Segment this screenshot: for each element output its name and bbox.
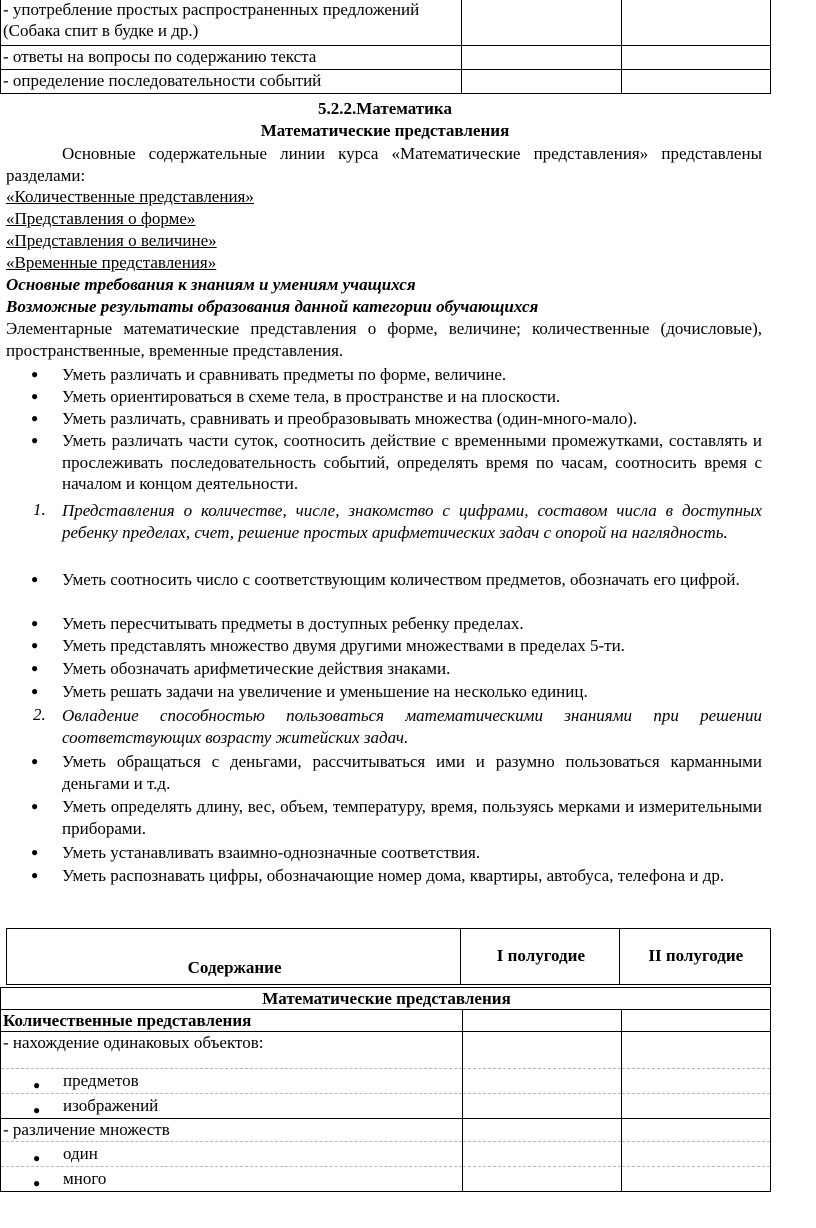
section-link: «Представления о величине» xyxy=(6,231,217,250)
table-cell xyxy=(1,1032,463,1119)
list-item: Уметь различать, сравнивать и преобразовывать множества (один-много-мало). xyxy=(62,409,638,428)
table-cell xyxy=(1,1119,463,1192)
table-row xyxy=(1,1069,462,1094)
table-cell xyxy=(462,46,622,70)
column-header: Содержание xyxy=(7,929,461,985)
section-link: «Представления о форме» xyxy=(6,209,196,228)
table-cell xyxy=(462,0,622,46)
list-item: много xyxy=(63,1169,107,1188)
list-item: Уметь ориентироваться в схеме тела, в пространстве и на плоскости. xyxy=(62,387,561,406)
table-row: - различение множеств xyxy=(1,1119,462,1142)
plan-table-header xyxy=(6,928,771,985)
list-item: Уметь определять длину, вес, объем, температуру, время, пользуясь мерками и измерительными приборами. xyxy=(62,797,762,838)
list-number: 2. xyxy=(33,705,46,724)
table-cell xyxy=(622,46,771,70)
table-row xyxy=(1,1167,462,1191)
table-cell xyxy=(463,1010,622,1032)
bullet-icon: ● xyxy=(31,868,39,882)
list-item: Уметь пересчитывать предметы в доступных ребенку пределах. xyxy=(62,614,524,633)
bullet-icon: ● xyxy=(31,572,39,586)
list-number: 1. xyxy=(33,500,46,519)
list-item: Уметь различать и сравнивать предметы по форме, величине. xyxy=(62,365,507,384)
intro-paragraph: Основные содержательные линии курса «Математические представления» представлены разделами: xyxy=(6,144,762,185)
section-title: 5.2.2.Математика xyxy=(318,99,452,118)
table-cell xyxy=(622,70,771,94)
numbered-item: Представления о количестве, числе, знакомство с цифрами, составом числа в доступных ребенку пределах, счет, решение простых арифметических задач с опорой на наглядность. xyxy=(62,501,762,542)
table-cell xyxy=(463,1119,622,1192)
results-heading: Возможные результаты образования данной категории обучающихся xyxy=(6,297,539,316)
bullet-icon: ● xyxy=(31,845,39,859)
table-cell: - определение последовательности событий xyxy=(1,70,462,94)
table-row xyxy=(1,1142,462,1167)
bullet-icon: ● xyxy=(31,367,39,381)
plan-table xyxy=(0,987,771,1192)
table-cell xyxy=(622,1119,771,1192)
list-item: Уметь обращаться с деньгами, рассчитываться ими и разумно пользоваться карманными деньгами и т.д. xyxy=(62,752,762,793)
table-cell xyxy=(622,0,771,46)
list-item: Уметь устанавливать взаимно-однозначные соответствия. xyxy=(62,843,481,862)
bullet-icon: ● xyxy=(31,433,39,447)
list-item: Уметь решать задачи на увеличение и уменьшение на несколько единиц. xyxy=(62,682,588,701)
section-subtitle: Математические представления xyxy=(260,121,510,140)
list-item: Уметь обозначать арифметические действия знаками. xyxy=(62,659,451,678)
summary-paragraph: Элементарные математические представления о форме, величине; количественные (дочисловые), пространственные, временные представления. xyxy=(6,319,762,360)
table-cell xyxy=(463,1032,622,1119)
bullet-icon: ● xyxy=(31,411,39,425)
table-cell xyxy=(462,70,622,94)
table-row xyxy=(1,1094,462,1118)
table-section-title: Математические представления xyxy=(1,988,771,1010)
list-item: изображений xyxy=(63,1096,159,1115)
column-header: I полугодие xyxy=(461,929,619,985)
section-link: «Временные представления» xyxy=(6,253,217,272)
bullet-icon: ● xyxy=(33,1151,41,1165)
bullet-icon: ● xyxy=(31,684,39,698)
list-item: Уметь представлять множество двумя другими множествами в пределах 5-ти. xyxy=(62,636,625,655)
bullet-icon: ● xyxy=(31,389,39,403)
list-item: Уметь соотносить число с соответствующим количеством предметов, обозначать его цифрой. xyxy=(62,570,740,589)
bullet-icon: ● xyxy=(31,754,39,768)
table-cell xyxy=(622,1032,771,1119)
section-link: «Количественные представления» xyxy=(6,187,254,206)
requirements-heading: Основные требования к знаниям и умениям учащихся xyxy=(6,275,416,294)
list-item: предметов xyxy=(63,1071,139,1090)
table-cell xyxy=(622,1010,771,1032)
bullet-icon: ● xyxy=(31,799,39,813)
numbered-item: Овладение способностью пользоваться математическими знаниями при решении соответствующих возрасту житейских задач. xyxy=(62,706,762,747)
bullet-icon: ● xyxy=(33,1176,41,1190)
top-table xyxy=(0,0,771,94)
list-item: Уметь распознавать цифры, обозначающие номер дома, квартиры, автобуса, телефона и др. xyxy=(62,866,725,885)
bullet-icon: ● xyxy=(31,661,39,675)
list-item: один xyxy=(63,1144,98,1163)
table-row: - нахождение одинаковых объектов: xyxy=(1,1032,462,1069)
bullet-icon: ● xyxy=(31,616,39,630)
table-subsection: Количественные представления xyxy=(1,1010,463,1032)
column-header: II полугодие xyxy=(619,929,770,985)
bullet-icon: ● xyxy=(33,1078,41,1092)
bullet-icon: ● xyxy=(31,638,39,652)
table-cell: - употребление простых распространенных предложений (Собака спит в будке и др.) xyxy=(1,0,462,46)
bullet-icon: ● xyxy=(33,1103,41,1117)
table-cell: - ответы на вопросы по содержанию текста xyxy=(1,46,462,70)
list-item: Уметь различать части суток, соотносить действие с временными промежутками, составлять и прослеживать последовательность событий, определять время по часам, соотносить время с началом и концом деятельности. xyxy=(62,431,762,493)
